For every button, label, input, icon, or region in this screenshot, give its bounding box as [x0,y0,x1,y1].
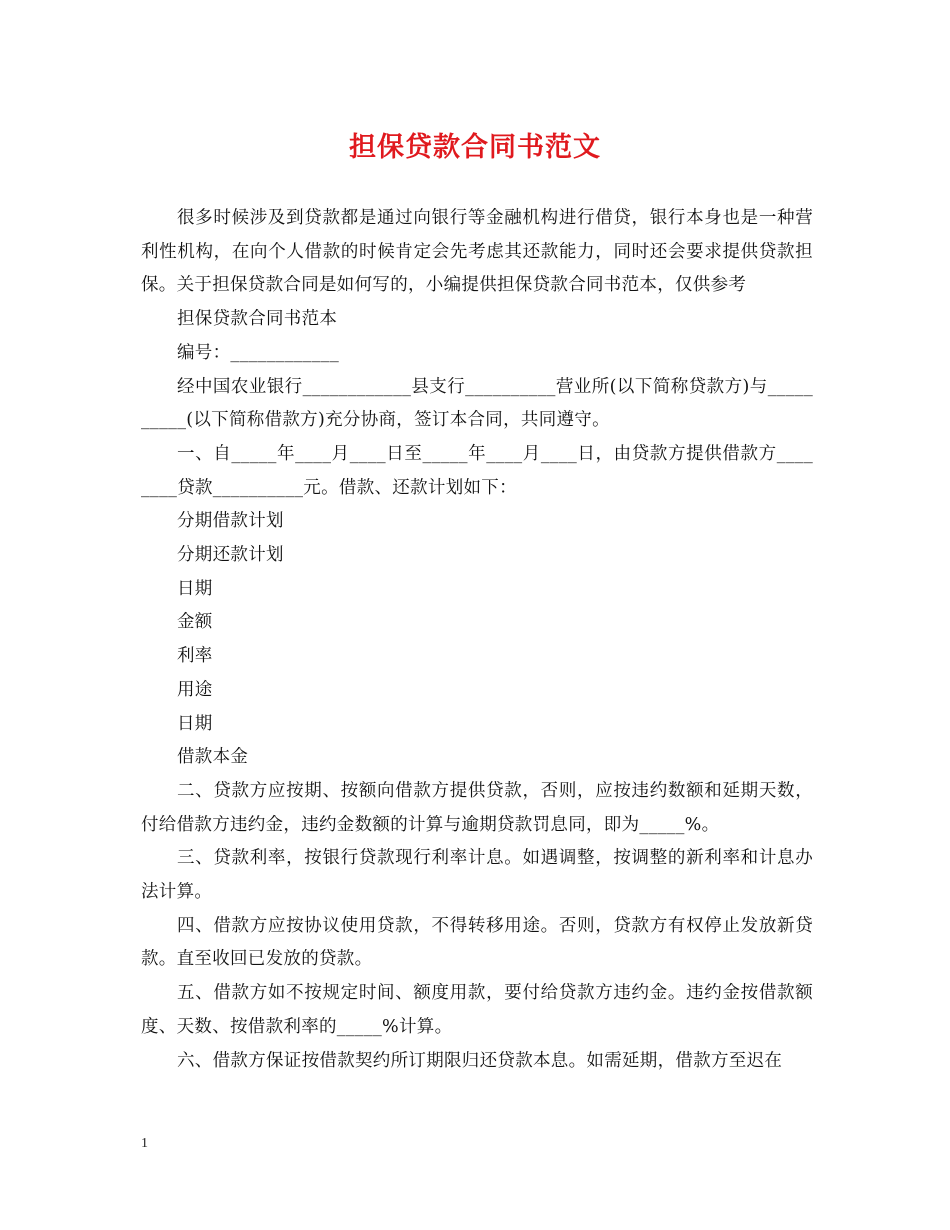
clause-5-paragraph: 五、借款方如不按规定时间、额度用款，要付给贷款方违约金。违约金按借款额度、天数、按借款利率的_____%计算。 [141,983,813,1037]
clause-2-paragraph: 二、贷款方应按期、按额向借款方提供贷款，否则，应按违约数额和延期天数，付给借款方违约金，违约金数额的计算与逾期贷款罚息同，即为_____%。 [141,780,813,835]
document-title: 担保贷款合同书范文 [349,132,601,163]
clause-3-paragraph: 三、贷款利率，按银行贷款现行利率计息。如遇调整，按调整的新利率和计息办法计算。 [141,848,813,903]
clause-6-paragraph: 六、借款方保证按借款契约所订期限归还贷款本息。如需延期，借款方至迟在 [177,1050,783,1071]
plan-label-purpose: 用途 [177,679,213,700]
plan-label-amount: 金额 [177,612,213,633]
intro-paragraph: 很多时候涉及到贷款都是通过向银行等金融机构进行借贷，银行本身也是一种营利性机构，在向个人借款的时候肯定会先考虑其还款能力，同时还会要求提供贷款担保。关于担保贷款合同是如何写的，小编提供担保贷款合同书范本，仅供参考 [141,208,813,296]
contract-parties-paragraph: 经中国农业银行____________县支行__________营业所(以下简称贷款方)与__________(以下简称借款方)充分协商，签订本合同，共同遵守。 [141,376,813,431]
clause-4-paragraph: 四、借款方应按协议使用贷款，不得转移用途。否则，贷款方有权停止发放新贷款。直至收回已发放的贷款。 [141,915,813,970]
plan-label-borrowing: 分期借款计划 [177,511,284,532]
plan-label-rate: 利率 [177,646,213,667]
document-body [141,202,813,1078]
template-heading: 担保贷款合同书范本 [177,309,338,330]
plan-label-principal: 借款本金 [177,747,249,768]
contract-number-line: 编号：____________ [177,342,339,363]
page-number: 1 [141,1136,148,1151]
plan-label-repayment: 分期还款计划 [177,545,284,566]
plan-label-date-2: 日期 [177,713,213,734]
clause-1-paragraph: 一、自_____年____月____日至_____年____月____日，由贷款方提供借款方________贷款__________元。借款、还款计划如下： [141,443,813,498]
plan-label-date: 日期 [177,578,213,599]
